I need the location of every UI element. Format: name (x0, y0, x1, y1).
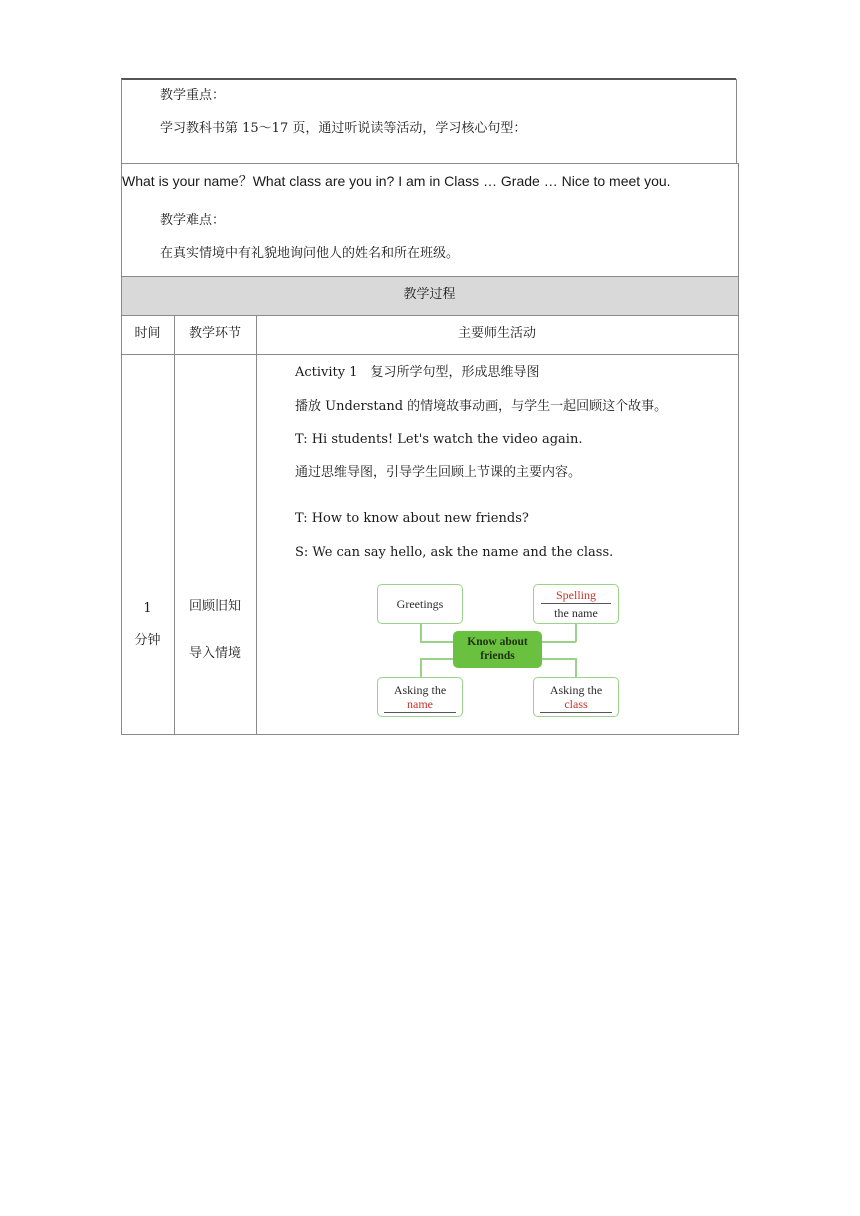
section-bar-top (121, 276, 738, 277)
sentence-row-top (121, 163, 738, 164)
mm-connector (575, 658, 577, 677)
mm-the-name-text: the name (554, 606, 598, 620)
mm-asking-name-underline (384, 712, 456, 713)
stage-line-2: 导入情境 (188, 646, 241, 661)
mm-connector (541, 658, 576, 660)
header-activities: 主要师生活动 (457, 326, 536, 341)
mm-center-line-1: Know about (467, 636, 528, 648)
table-right-border (738, 276, 739, 734)
mm-spelling-underline (541, 603, 611, 604)
mm-asking-name-red: name (407, 697, 433, 711)
mm-connector (420, 658, 422, 677)
mm-spelling-box (533, 584, 619, 624)
difficulty-label: 教学难点： (160, 213, 226, 228)
activity-title: Activity 1 复习所学句型，形成思维导图 (295, 365, 540, 380)
section-bar-bottom (121, 315, 738, 316)
mm-spelling-text: Spelling (555, 588, 596, 602)
mm-connector (420, 658, 454, 660)
mm-asking-class-underline (540, 712, 612, 713)
mm-asking-class-line-1: Asking the (549, 683, 603, 697)
table-left-border (121, 276, 122, 734)
core-sentences: What is your name？What class are you in? I am in Class … Grade … Nice to meet you. (122, 173, 671, 189)
header-stage: 教学环节 (188, 326, 241, 341)
mm-center-line-2: friends (480, 650, 515, 662)
mm-asking-class-box (533, 677, 619, 717)
difficulty-text: 在真实情境中有礼貌地询问他人的姓名和所在班级。 (160, 246, 460, 261)
activity-line-4: T: How to know about new friends? (295, 511, 529, 526)
activity-line-5: S: We can say hello, ask the name and the class. (295, 545, 614, 560)
table-bottom-border (121, 734, 739, 735)
top-border (121, 78, 736, 80)
mm-connector (420, 641, 454, 643)
time-value: 1 (143, 601, 152, 616)
right-border-top (736, 79, 737, 164)
mm-greetings-box (377, 584, 463, 624)
header-row-bottom (121, 354, 738, 355)
mm-asking-name-box (377, 677, 463, 717)
mm-center-box (453, 631, 542, 668)
mm-asking-name-line-1: Asking the (393, 683, 447, 697)
key-points-text: 学习教科书第 15～17 页，通过听说读等活动，学习核心句型： (160, 121, 527, 136)
right-border-mid (738, 163, 739, 276)
col-divider-2 (256, 315, 257, 734)
key-points-label: 教学重点： (160, 88, 226, 103)
activity-line-1: 播放 Understand 的情境故事动画，与学生一起回顾这个故事。 (295, 399, 668, 414)
header-time: 时间 (134, 326, 161, 341)
activity-line-2: T: Hi students! Let's watch the video again. (295, 432, 583, 447)
section-title: 教学过程 (403, 287, 456, 302)
mm-greetings-text: Greetings (396, 597, 444, 611)
mm-connector (575, 624, 577, 642)
stage-line-1: 回顾旧知 (188, 599, 241, 614)
time-unit: 分钟 (134, 633, 161, 648)
mm-connector (541, 641, 576, 643)
left-border-top (121, 79, 122, 164)
mm-asking-class-red: class (564, 697, 588, 711)
col-divider-1 (174, 315, 175, 734)
mm-connector (420, 624, 422, 642)
activity-line-3: 通过思维导图，引导学生回顾上节课的主要内容。 (295, 465, 582, 480)
